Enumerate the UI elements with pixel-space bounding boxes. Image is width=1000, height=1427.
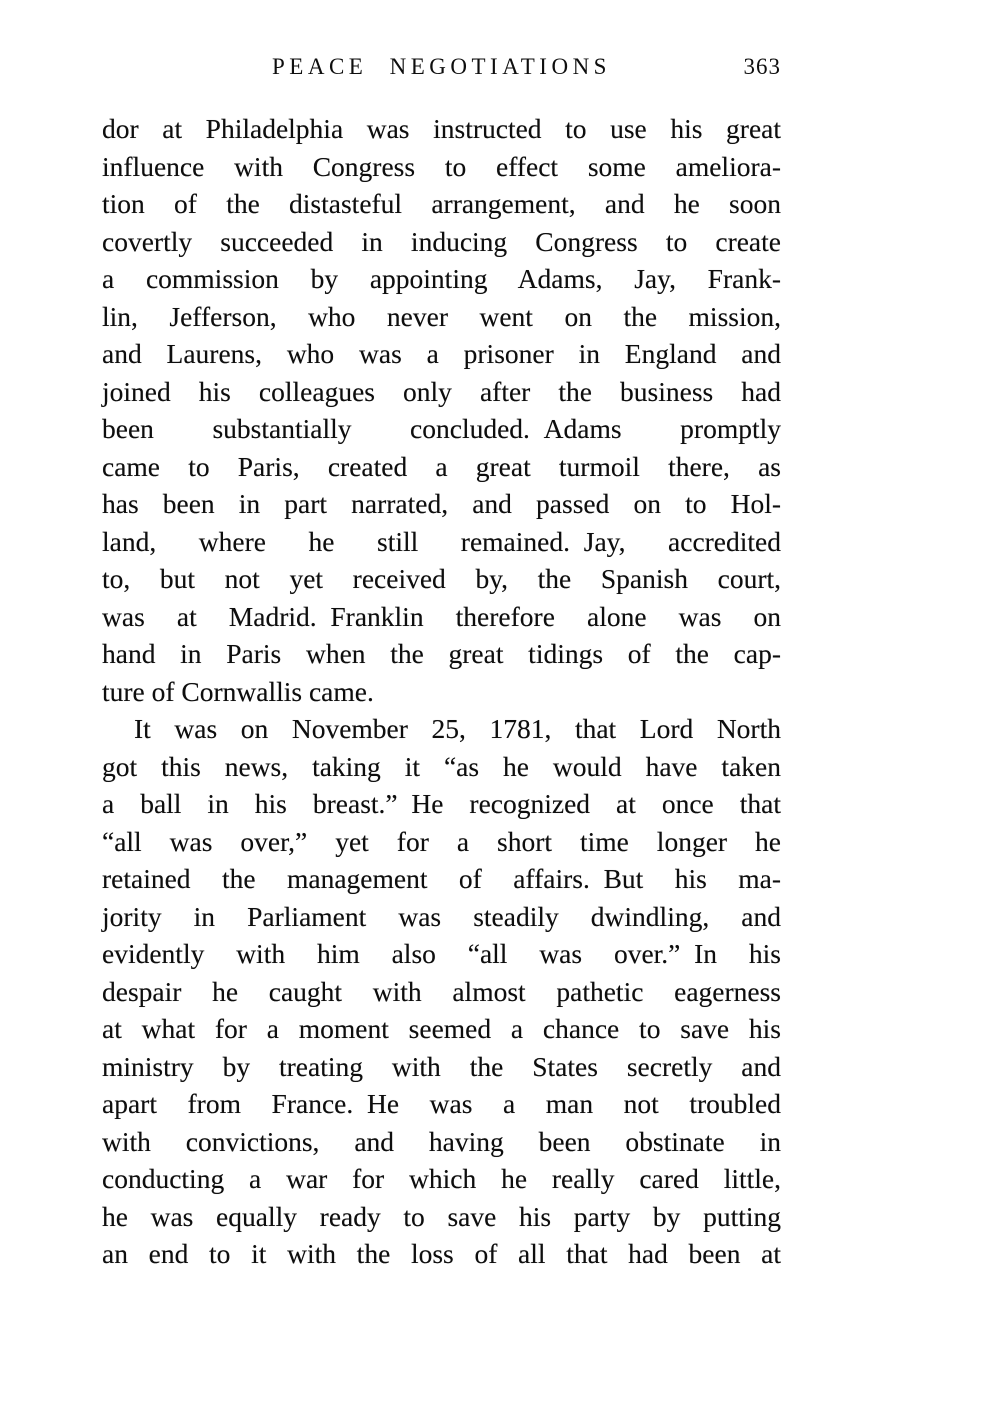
text-line: land, where he still remained. Jay, accredited	[102, 525, 781, 557]
running-header-title: PEACE NEGOTIATIONS	[272, 54, 611, 79]
text-line: an end to it with the loss of all that had been at	[102, 1238, 781, 1269]
body-text	[102, 110, 781, 1273]
text-line: evidently with him also “all was over.” In his	[102, 938, 781, 969]
text-line: at what for a moment seemed a chance to save his	[102, 1013, 781, 1044]
text-line: dor at Philadelphia was instructed to use his great	[102, 113, 781, 144]
text-line: jority in Parliament was steadily dwindling, and	[102, 900, 781, 932]
text-line: conducting a war for which he really cared little,	[102, 1163, 781, 1194]
text-line: hand in Paris when the great tidings of the cap-	[102, 638, 781, 669]
text-line: despair he caught with almost pathetic eagerness	[102, 975, 781, 1007]
text-line: and Laurens, who was a prisoner in England and	[102, 338, 781, 369]
text-line: covertly succeeded in inducing Congress to create	[102, 225, 781, 257]
text-line: got this news, taking it “as he would have taken	[102, 750, 781, 782]
text-line: retained the management of affairs. But his ma-	[102, 863, 781, 894]
text-line: has been in part narrated, and passed on to Hol-	[102, 488, 781, 519]
text-line-paragraph-start: It was on November 25, 1781, that Lord North	[134, 713, 781, 744]
text-line: a commission by appointing Adams, Jay, Frank-	[102, 263, 781, 294]
text-line: to, but not yet received by, the Spanish court,	[102, 563, 781, 594]
text-line: tion of the distasteful arrangement, and he soon	[102, 188, 781, 219]
text-line: lin, Jefferson, who never went on the mission,	[102, 300, 781, 332]
page-number: 363	[743, 54, 781, 79]
text-line: apart from France. He was a man not troubled	[102, 1088, 781, 1119]
text-line: been substantially concluded. Adams promptly	[102, 413, 781, 444]
text-line: “all was over,” yet for a short time longer he	[102, 825, 781, 857]
text-line: with convictions, and having been obstinate in	[102, 1125, 781, 1157]
text-line: he was equally ready to save his party by putting	[102, 1200, 781, 1232]
running-header	[102, 54, 781, 84]
text-line: influence with Congress to effect some ameliora-	[102, 150, 781, 182]
text-line: was at Madrid. Franklin therefore alone was on	[102, 600, 781, 632]
text-line: came to Paris, created a great turmoil there, as	[102, 450, 781, 482]
text-line: joined his colleagues only after the business had	[102, 375, 781, 407]
text-line: ministry by treating with the States secretly and	[102, 1050, 781, 1082]
text-line-paragraph-end: ture of Cornwallis came.	[102, 675, 374, 707]
text-line: a ball in his breast.” He recognized at once that	[102, 788, 781, 819]
text-column	[102, 54, 781, 1273]
